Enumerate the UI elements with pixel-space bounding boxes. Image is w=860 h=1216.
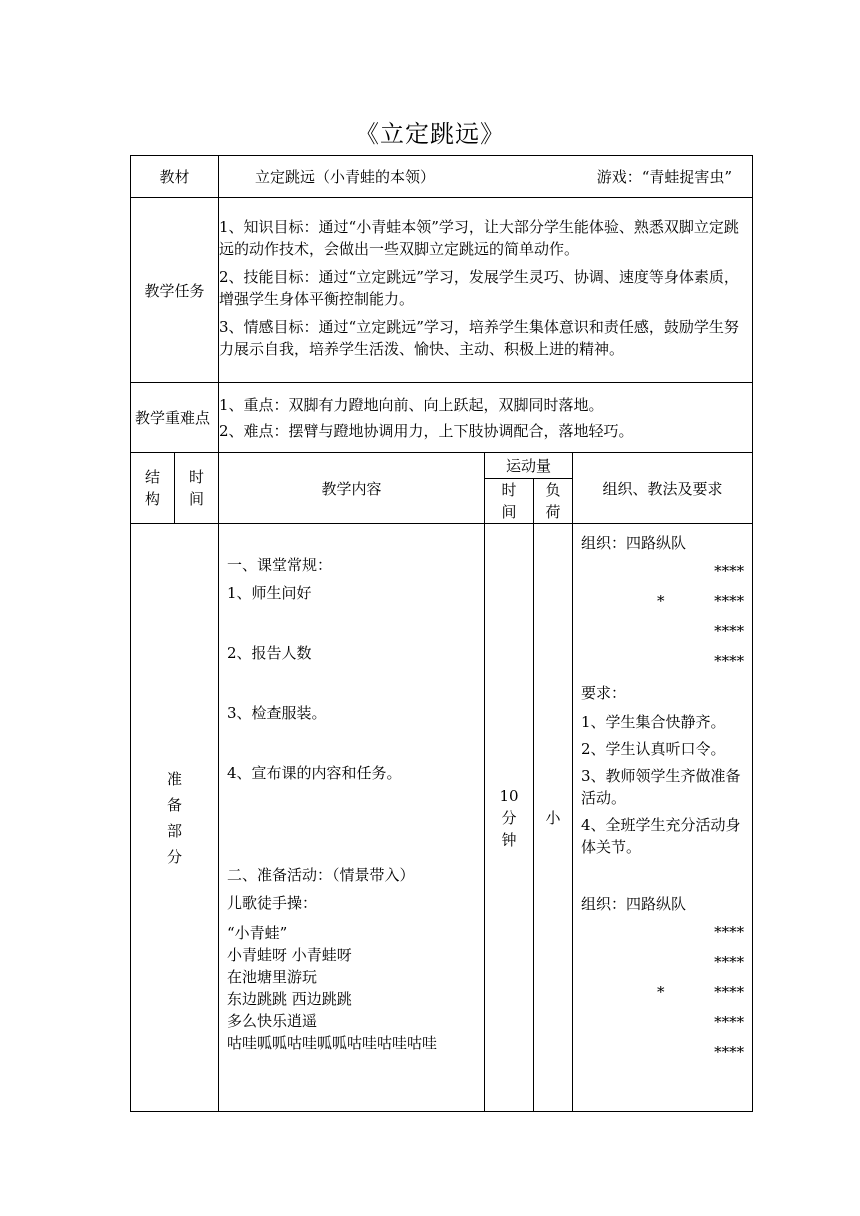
formation-row: **** [714,562,745,580]
warmup-block [227,864,476,1054]
formation-row: **** [714,1013,745,1031]
song-line: 在池塘里游玩 [227,968,318,986]
page-title: 《立定跳远》 [355,120,505,148]
header-structure: 结构 [131,453,175,524]
warmup-heading: 二、准备活动：（情景带入） [227,866,415,884]
routine-block [227,554,476,784]
routine-item: 4、宣布课的内容和任务。 [227,764,402,782]
teacher-mark: * [657,592,665,610]
prep-content [219,524,485,1112]
key-points-label: 教学重难点 [131,383,219,453]
formation-row: **** [714,953,745,971]
routine-heading: 一、课堂常规： [227,556,333,574]
prep-section-label: 准备部分 [131,524,219,1112]
task-item: 2、技能目标：通过“立定跳远”学习，发展学生灵巧、协调、速度等身体素质，增强学生身体平衡控制能力。 [219,268,739,308]
key-points-row [131,383,753,453]
org-heading: 组织：四路纵队 [581,895,687,913]
formation-row: **** [714,1043,745,1061]
prep-load-time: 10分钟 [485,524,534,1112]
prep-row [131,524,753,1112]
key-point-item: 2、难点：摆臂与蹬地协调用力，上下肢协调配合，落地轻巧。 [219,421,634,440]
formation-row: **** [714,923,745,941]
formation-row: **** [714,622,745,640]
teacher-mark: * [657,983,665,1001]
lesson-plan-table [130,155,753,1112]
routine-item: 2、报告人数 [227,644,312,662]
song-line: 多么快乐逍遥 [227,1012,318,1030]
requirement-item: 2、学生认真听口令。 [581,740,726,758]
key-point-item: 1、重点：双脚有力蹬地向前、向上跃起，双脚同时落地。 [219,395,604,414]
song-intro: 儿歌徒手操： [227,894,318,912]
key-points-content [219,383,753,453]
song-line: 咕哇呱呱咕哇呱呱咕哇咕哇咕哇 [227,1034,438,1052]
textbook-content-cell [219,156,753,198]
task-item: 3、情感目标：通过“立定跳远”学习，培养学生集体意识和责任感，鼓励学生努力展示自我，培养学生活泼、愉快、主动、积极上进的精神。 [219,318,739,358]
formation-row: **** [714,652,745,670]
routine-item: 1、师生问好 [227,584,312,602]
textbook-content: 立定跳远（小青蛙的本领） [255,168,436,186]
requirement-item: 4、全班学生充分活动身体关节。 [581,816,741,856]
header-time: 时间 [175,453,219,524]
header-load-intensity: 负荷 [534,479,573,524]
header-exercise-load: 运动量 [485,453,573,479]
song-line: 东边跳跳 西边跳跳 [227,990,352,1008]
textbook-game: 游戏：“青蛙捉害虫” [596,168,733,186]
org-heading: 组织：四路纵队 [581,534,687,552]
prep-load-intensity: 小 [534,524,573,1112]
prep-organization [573,524,753,1112]
requirement-item: 3、教师领学生齐做准备活动。 [581,767,741,807]
song-line: “小青蛙” [227,924,288,942]
requirements-heading: 要求： [581,684,627,702]
requirement-item: 1、学生集合快静齐。 [581,713,726,731]
routine-item: 3、检查服装。 [227,704,327,722]
header-row-1 [131,453,753,479]
formation-row: * **** [581,586,752,616]
tasks-label: 教学任务 [131,198,219,383]
song-line: 小青蛙呀 小青蛙呀 [227,946,352,964]
header-organization: 组织、教法及要求 [573,453,753,524]
header-load-time: 时间 [485,479,534,524]
formation-row: * **** [581,977,752,1007]
header-content: 教学内容 [219,453,485,524]
task-item: 1、知识目标：通过“小青蛙本领”学习，让大部分学生能体验、熟悉双脚立定跳远的动作技术，会做出一些双脚立定跳远的简单动作。 [219,218,739,258]
textbook-label: 教材 [131,156,219,198]
textbook-row [131,156,753,198]
tasks-row [131,198,753,383]
tasks-content [219,198,753,383]
